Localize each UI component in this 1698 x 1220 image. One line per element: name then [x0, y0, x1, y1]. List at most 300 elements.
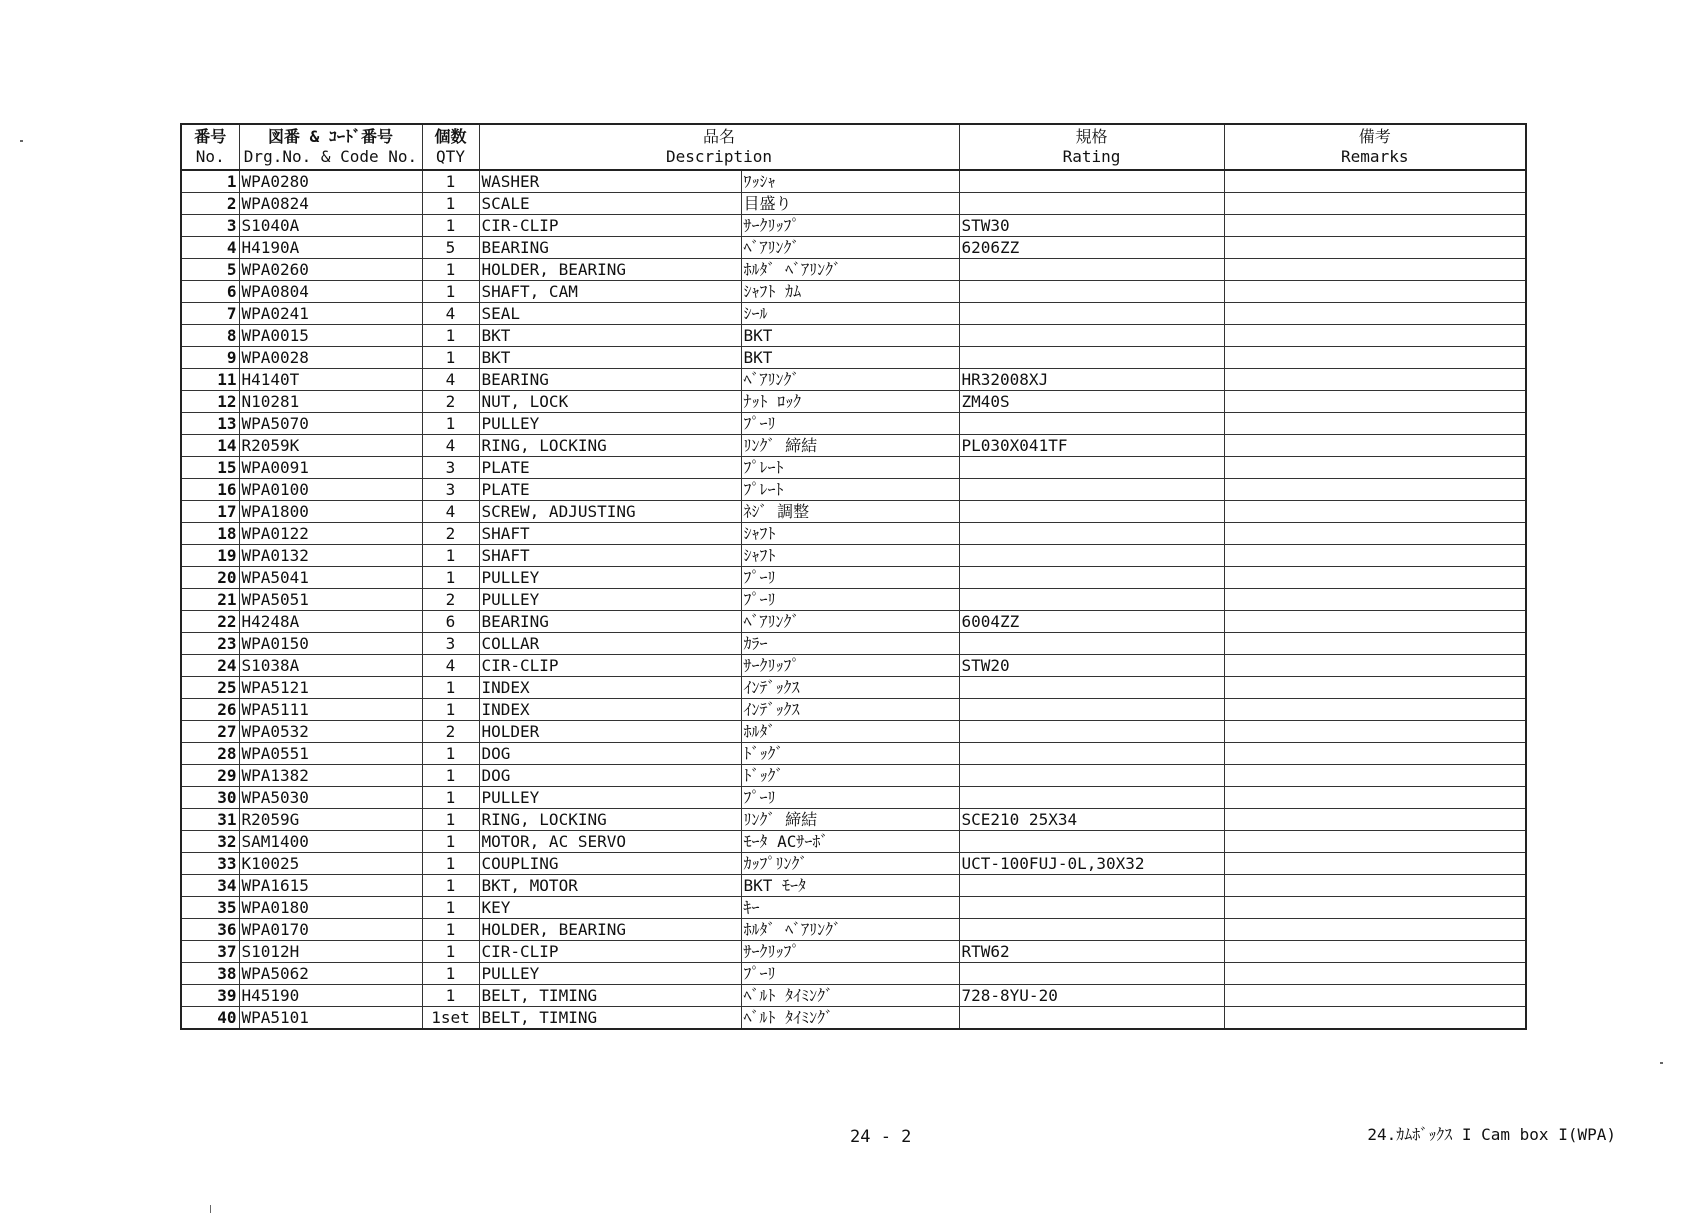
table-row: [181, 501, 1526, 523]
row-number-cell: 15: [181, 457, 239, 479]
table-row: [181, 170, 1526, 193]
description-en-cell: BEARING: [479, 369, 741, 391]
row-number-cell: 39: [181, 985, 239, 1007]
description-jp-cell: ﾌﾟﾚｰﾄ: [741, 457, 959, 479]
table-row: [181, 589, 1526, 611]
quantity-cell: 1: [422, 765, 479, 787]
row-number-cell: 24: [181, 655, 239, 677]
quantity-cell: 2: [422, 523, 479, 545]
row-number-cell: 8: [181, 325, 239, 347]
remarks-cell: [1224, 743, 1526, 765]
quantity-cell: 4: [422, 655, 479, 677]
description-jp-cell: ｲﾝﾃﾞｯｸｽ: [741, 699, 959, 721]
rating-cell: [959, 523, 1224, 545]
parts-table-header: [181, 124, 1526, 170]
code-number-cell: WPA0132: [239, 545, 422, 567]
remarks-cell: [1224, 369, 1526, 391]
description-en-cell: HOLDER, BEARING: [479, 919, 741, 941]
description-en-cell: NUT, LOCK: [479, 391, 741, 413]
header-code-jp: 図番 & ｺｰﾄﾞ番号: [268, 127, 393, 146]
description-en-cell: CIR-CLIP: [479, 655, 741, 677]
rating-cell: [959, 721, 1224, 743]
code-number-cell: WPA0280: [239, 170, 422, 193]
row-number-cell: 37: [181, 941, 239, 963]
rating-cell: [959, 743, 1224, 765]
remarks-cell: [1224, 325, 1526, 347]
code-number-cell: WPA5062: [239, 963, 422, 985]
description-en-cell: PULLEY: [479, 589, 741, 611]
quantity-cell: 4: [422, 303, 479, 325]
quantity-cell: 1: [422, 809, 479, 831]
quantity-cell: 4: [422, 369, 479, 391]
table-row: [181, 853, 1526, 875]
description-en-cell: INDEX: [479, 677, 741, 699]
rating-cell: [959, 633, 1224, 655]
table-row: [181, 281, 1526, 303]
quantity-cell: 1: [422, 831, 479, 853]
description-en-cell: KEY: [479, 897, 741, 919]
table-row: [181, 743, 1526, 765]
remarks-cell: [1224, 435, 1526, 457]
table-row: [181, 457, 1526, 479]
header-desc-en: Description: [666, 147, 772, 166]
table-row: [181, 567, 1526, 589]
description-jp-cell: ｼｰﾙ: [741, 303, 959, 325]
quantity-cell: 1: [422, 215, 479, 237]
header-code-en: Drg.No. & Code No.: [243, 147, 418, 166]
description-en-cell: WASHER: [479, 170, 741, 193]
quantity-cell: 1: [422, 170, 479, 193]
code-number-cell: WPA0150: [239, 633, 422, 655]
remarks-cell: [1224, 787, 1526, 809]
table-row: [181, 919, 1526, 941]
remarks-cell: [1224, 237, 1526, 259]
row-number-cell: 13: [181, 413, 239, 435]
header-no-en: No.: [195, 147, 225, 166]
description-jp-cell: ｼｬﾌﾄ ｶﾑ: [741, 281, 959, 303]
rating-cell: [959, 281, 1224, 303]
table-row: [181, 963, 1526, 985]
description-jp-cell: ﾘﾝｸﾞ 締結: [741, 435, 959, 457]
table-row: [181, 237, 1526, 259]
rating-cell: [959, 303, 1224, 325]
description-en-cell: RING, LOCKING: [479, 809, 741, 831]
description-jp-cell: ﾈｼﾞ 調整: [741, 501, 959, 523]
description-en-cell: MOTOR, AC SERVO: [479, 831, 741, 853]
remarks-cell: [1224, 281, 1526, 303]
table-row: [181, 193, 1526, 215]
quantity-cell: 3: [422, 457, 479, 479]
header-remarks-en: Remarks: [1341, 147, 1409, 166]
quantity-cell: 1: [422, 919, 479, 941]
code-number-cell: WPA1382: [239, 765, 422, 787]
quantity-cell: 1: [422, 677, 479, 699]
rating-cell: [959, 545, 1224, 567]
remarks-cell: [1224, 853, 1526, 875]
table-row: [181, 347, 1526, 369]
description-jp-cell: ﾌﾟｰﾘ: [741, 963, 959, 985]
table-row: [181, 413, 1526, 435]
rating-cell: [959, 589, 1224, 611]
row-number-cell: 21: [181, 589, 239, 611]
header-description: [479, 124, 959, 170]
row-number-cell: 29: [181, 765, 239, 787]
row-number-cell: 20: [181, 567, 239, 589]
rating-cell: [959, 259, 1224, 281]
description-jp-cell: ｶｯﾌﾟﾘﾝｸﾞ: [741, 853, 959, 875]
table-row: [181, 787, 1526, 809]
row-number-cell: 28: [181, 743, 239, 765]
description-jp-cell: 目盛り: [741, 193, 959, 215]
parts-table-body: [181, 170, 1526, 1029]
row-number-cell: 35: [181, 897, 239, 919]
quantity-cell: 3: [422, 479, 479, 501]
quantity-cell: 5: [422, 237, 479, 259]
remarks-cell: [1224, 215, 1526, 237]
rating-cell: SCE210 25X34: [959, 809, 1224, 831]
quantity-cell: 1: [422, 897, 479, 919]
description-en-cell: SHAFT: [479, 545, 741, 567]
code-number-cell: WPA0015: [239, 325, 422, 347]
description-jp-cell: ﾘﾝｸﾞ 締結: [741, 809, 959, 831]
rating-cell: 728-8YU-20: [959, 985, 1224, 1007]
quantity-cell: 3: [422, 633, 479, 655]
row-number-cell: 2: [181, 193, 239, 215]
remarks-cell: [1224, 919, 1526, 941]
description-jp-cell: ﾓｰﾀ ACｻｰﾎﾞ: [741, 831, 959, 853]
row-number-cell: 16: [181, 479, 239, 501]
rating-cell: [959, 699, 1224, 721]
code-number-cell: WPA5041: [239, 567, 422, 589]
code-number-cell: WPA5101: [239, 1007, 422, 1030]
row-number-cell: 36: [181, 919, 239, 941]
row-number-cell: 9: [181, 347, 239, 369]
quantity-cell: 6: [422, 611, 479, 633]
header-remarks-jp: 備考: [1358, 127, 1391, 146]
remarks-cell: [1224, 633, 1526, 655]
header-rating: [959, 124, 1224, 170]
remarks-cell: [1224, 259, 1526, 281]
description-jp-cell: ﾍﾞｱﾘﾝｸﾞ: [741, 611, 959, 633]
quantity-cell: 1: [422, 567, 479, 589]
row-number-cell: 3: [181, 215, 239, 237]
row-number-cell: 18: [181, 523, 239, 545]
rating-cell: [959, 347, 1224, 369]
header-qty-en: QTY: [436, 147, 465, 166]
description-en-cell: BELT, TIMING: [479, 985, 741, 1007]
row-number-cell: 25: [181, 677, 239, 699]
description-jp-cell: ｼｬﾌﾄ: [741, 523, 959, 545]
description-en-cell: HOLDER, BEARING: [479, 259, 741, 281]
description-jp-cell: ｼｬﾌﾄ: [741, 545, 959, 567]
table-row: [181, 435, 1526, 457]
table-row: [181, 721, 1526, 743]
table-row: [181, 523, 1526, 545]
code-number-cell: WPA5051: [239, 589, 422, 611]
code-number-cell: H4248A: [239, 611, 422, 633]
table-row: [181, 215, 1526, 237]
description-en-cell: SHAFT, CAM: [479, 281, 741, 303]
description-jp-cell: ﾎﾙﾀﾞ ﾍﾞｱﾘﾝｸﾞ: [741, 259, 959, 281]
code-number-cell: S1038A: [239, 655, 422, 677]
quantity-cell: 1: [422, 853, 479, 875]
rating-cell: PL030X041TF: [959, 435, 1224, 457]
remarks-cell: [1224, 721, 1526, 743]
description-en-cell: COUPLING: [479, 853, 741, 875]
scan-speck: [1660, 1062, 1663, 1064]
table-row: [181, 765, 1526, 787]
description-en-cell: DOG: [479, 765, 741, 787]
quantity-cell: 1: [422, 347, 479, 369]
rating-cell: [959, 193, 1224, 215]
table-row: [181, 875, 1526, 897]
table-row: [181, 545, 1526, 567]
row-number-cell: 34: [181, 875, 239, 897]
description-jp-cell: ﾎﾙﾀﾞ: [741, 721, 959, 743]
description-jp-cell: ｻｰｸﾘｯﾌﾟ: [741, 941, 959, 963]
rating-cell: RTW62: [959, 941, 1224, 963]
remarks-cell: [1224, 831, 1526, 853]
quantity-cell: 1: [422, 941, 479, 963]
description-en-cell: DOG: [479, 743, 741, 765]
rating-cell: [959, 897, 1224, 919]
quantity-cell: 1: [422, 875, 479, 897]
description-en-cell: RING, LOCKING: [479, 435, 741, 457]
header-qty-jp: 個数: [434, 127, 467, 146]
quantity-cell: 1: [422, 413, 479, 435]
table-row: [181, 633, 1526, 655]
remarks-cell: [1224, 765, 1526, 787]
remarks-cell: [1224, 589, 1526, 611]
table-row: [181, 677, 1526, 699]
code-number-cell: K10025: [239, 853, 422, 875]
rating-cell: [959, 479, 1224, 501]
table-row: [181, 1007, 1526, 1030]
description-en-cell: PULLEY: [479, 567, 741, 589]
rating-cell: HR32008XJ: [959, 369, 1224, 391]
code-number-cell: WPA0804: [239, 281, 422, 303]
code-number-cell: H4140T: [239, 369, 422, 391]
remarks-cell: [1224, 479, 1526, 501]
scan-speck: [20, 140, 23, 142]
section-title: 24.ｶﾑﾎﾞｯｸｽ I Cam box I(WPA): [1367, 1125, 1616, 1144]
description-jp-cell: ﾍﾞﾙﾄ ﾀｲﾐﾝｸﾞ: [741, 985, 959, 1007]
header-code: [239, 124, 422, 170]
description-en-cell: BKT: [479, 347, 741, 369]
quantity-cell: 2: [422, 589, 479, 611]
rating-cell: STW20: [959, 655, 1224, 677]
row-number-cell: 38: [181, 963, 239, 985]
remarks-cell: [1224, 809, 1526, 831]
description-jp-cell: ﾌﾟｰﾘ: [741, 589, 959, 611]
code-number-cell: WPA0180: [239, 897, 422, 919]
row-number-cell: 27: [181, 721, 239, 743]
description-jp-cell: ﾌﾟｰﾘ: [741, 413, 959, 435]
description-jp-cell: ﾌﾟﾚｰﾄ: [741, 479, 959, 501]
code-number-cell: WPA5121: [239, 677, 422, 699]
description-en-cell: BEARING: [479, 611, 741, 633]
code-number-cell: WPA0028: [239, 347, 422, 369]
rating-cell: [959, 765, 1224, 787]
description-jp-cell: ｻｰｸﾘｯﾌﾟ: [741, 655, 959, 677]
description-en-cell: PULLEY: [479, 787, 741, 809]
code-number-cell: WPA5111: [239, 699, 422, 721]
description-jp-cell: BKT: [741, 347, 959, 369]
remarks-cell: [1224, 897, 1526, 919]
quantity-cell: 2: [422, 721, 479, 743]
code-number-cell: WPA0122: [239, 523, 422, 545]
row-number-cell: 6: [181, 281, 239, 303]
row-number-cell: 30: [181, 787, 239, 809]
header-qty: [422, 124, 479, 170]
header-no: [181, 124, 239, 170]
code-number-cell: WPA0091: [239, 457, 422, 479]
code-number-cell: WPA0532: [239, 721, 422, 743]
table-row: [181, 655, 1526, 677]
code-number-cell: S1040A: [239, 215, 422, 237]
row-number-cell: 17: [181, 501, 239, 523]
remarks-cell: [1224, 677, 1526, 699]
description-jp-cell: ﾌﾟｰﾘ: [741, 787, 959, 809]
rating-cell: 6206ZZ: [959, 237, 1224, 259]
description-jp-cell: ﾄﾞｯｸﾞ: [741, 743, 959, 765]
remarks-cell: [1224, 655, 1526, 677]
description-jp-cell: ﾜｯｼｬ: [741, 170, 959, 193]
table-row: [181, 985, 1526, 1007]
code-number-cell: R2059K: [239, 435, 422, 457]
row-number-cell: 33: [181, 853, 239, 875]
table-row: [181, 897, 1526, 919]
row-number-cell: 31: [181, 809, 239, 831]
description-en-cell: BKT: [479, 325, 741, 347]
description-jp-cell: ﾅｯﾄ ﾛｯｸ: [741, 391, 959, 413]
remarks-cell: [1224, 1007, 1526, 1030]
row-number-cell: 7: [181, 303, 239, 325]
quantity-cell: 1set: [422, 1007, 479, 1030]
rating-cell: ZM40S: [959, 391, 1224, 413]
code-number-cell: WPA0241: [239, 303, 422, 325]
rating-cell: [959, 170, 1224, 193]
rating-cell: [959, 413, 1224, 435]
description-en-cell: BELT, TIMING: [479, 1007, 741, 1030]
rating-cell: [959, 831, 1224, 853]
description-jp-cell: ｷｰ: [741, 897, 959, 919]
row-number-cell: 14: [181, 435, 239, 457]
remarks-cell: [1224, 611, 1526, 633]
description-en-cell: SHAFT: [479, 523, 741, 545]
remarks-cell: [1224, 699, 1526, 721]
remarks-cell: [1224, 963, 1526, 985]
row-number-cell: 22: [181, 611, 239, 633]
rating-cell: [959, 875, 1224, 897]
table-row: [181, 303, 1526, 325]
remarks-cell: [1224, 170, 1526, 193]
quantity-cell: 1: [422, 743, 479, 765]
table-row: [181, 479, 1526, 501]
row-number-cell: 12: [181, 391, 239, 413]
header-rating-jp: 規格: [1075, 127, 1108, 146]
quantity-cell: 1: [422, 325, 479, 347]
description-en-cell: SCALE: [479, 193, 741, 215]
row-number-cell: 32: [181, 831, 239, 853]
description-jp-cell: ﾌﾟｰﾘ: [741, 567, 959, 589]
quantity-cell: 1: [422, 787, 479, 809]
description-en-cell: BKT, MOTOR: [479, 875, 741, 897]
remarks-cell: [1224, 985, 1526, 1007]
code-number-cell: WPA0824: [239, 193, 422, 215]
rating-cell: [959, 457, 1224, 479]
table-row: [181, 369, 1526, 391]
row-number-cell: 23: [181, 633, 239, 655]
description-jp-cell: BKT ﾓｰﾀ: [741, 875, 959, 897]
code-number-cell: WPA5030: [239, 787, 422, 809]
table-row: [181, 809, 1526, 831]
header-desc-jp: 品名: [702, 127, 735, 146]
quantity-cell: 2: [422, 391, 479, 413]
row-number-cell: 26: [181, 699, 239, 721]
description-en-cell: CIR-CLIP: [479, 941, 741, 963]
description-jp-cell: ﾄﾞｯｸﾞ: [741, 765, 959, 787]
remarks-cell: [1224, 391, 1526, 413]
code-number-cell: WPA1800: [239, 501, 422, 523]
quantity-cell: 4: [422, 501, 479, 523]
rating-cell: [959, 501, 1224, 523]
remarks-cell: [1224, 347, 1526, 369]
header-no-jp: 番号: [194, 127, 227, 146]
row-number-cell: 4: [181, 237, 239, 259]
description-jp-cell: ﾎﾙﾀﾞ ﾍﾞｱﾘﾝｸﾞ: [741, 919, 959, 941]
description-en-cell: PLATE: [479, 479, 741, 501]
quantity-cell: 1: [422, 963, 479, 985]
remarks-cell: [1224, 941, 1526, 963]
code-number-cell: WPA0551: [239, 743, 422, 765]
description-jp-cell: ﾍﾞｱﾘﾝｸﾞ: [741, 237, 959, 259]
remarks-cell: [1224, 545, 1526, 567]
quantity-cell: 1: [422, 985, 479, 1007]
description-en-cell: INDEX: [479, 699, 741, 721]
rating-cell: [959, 963, 1224, 985]
parts-list-table: [180, 123, 1527, 1030]
code-number-cell: WPA5070: [239, 413, 422, 435]
rating-cell: [959, 919, 1224, 941]
code-number-cell: WPA0260: [239, 259, 422, 281]
remarks-cell: [1224, 567, 1526, 589]
page-number: 24 - 2: [850, 1127, 912, 1147]
code-number-cell: N10281: [239, 391, 422, 413]
header-rating-en: Rating: [1062, 147, 1121, 166]
table-row: [181, 941, 1526, 963]
remarks-cell: [1224, 523, 1526, 545]
rating-cell: [959, 1007, 1224, 1030]
description-en-cell: PLATE: [479, 457, 741, 479]
quantity-cell: 1: [422, 545, 479, 567]
code-number-cell: H45190: [239, 985, 422, 1007]
rating-cell: UCT-100FUJ-0L,30X32: [959, 853, 1224, 875]
description-jp-cell: ﾍﾞﾙﾄ ﾀｲﾐﾝｸﾞ: [741, 1007, 959, 1030]
description-jp-cell: ｻｰｸﾘｯﾌﾟ: [741, 215, 959, 237]
table-row: [181, 831, 1526, 853]
code-number-cell: WPA1615: [239, 875, 422, 897]
remarks-cell: [1224, 457, 1526, 479]
quantity-cell: 1: [422, 259, 479, 281]
description-en-cell: SCREW, ADJUSTING: [479, 501, 741, 523]
remarks-cell: [1224, 875, 1526, 897]
code-number-cell: SAM1400: [239, 831, 422, 853]
quantity-cell: 1: [422, 281, 479, 303]
description-en-cell: COLLAR: [479, 633, 741, 655]
remarks-cell: [1224, 413, 1526, 435]
code-number-cell: WPA0100: [239, 479, 422, 501]
